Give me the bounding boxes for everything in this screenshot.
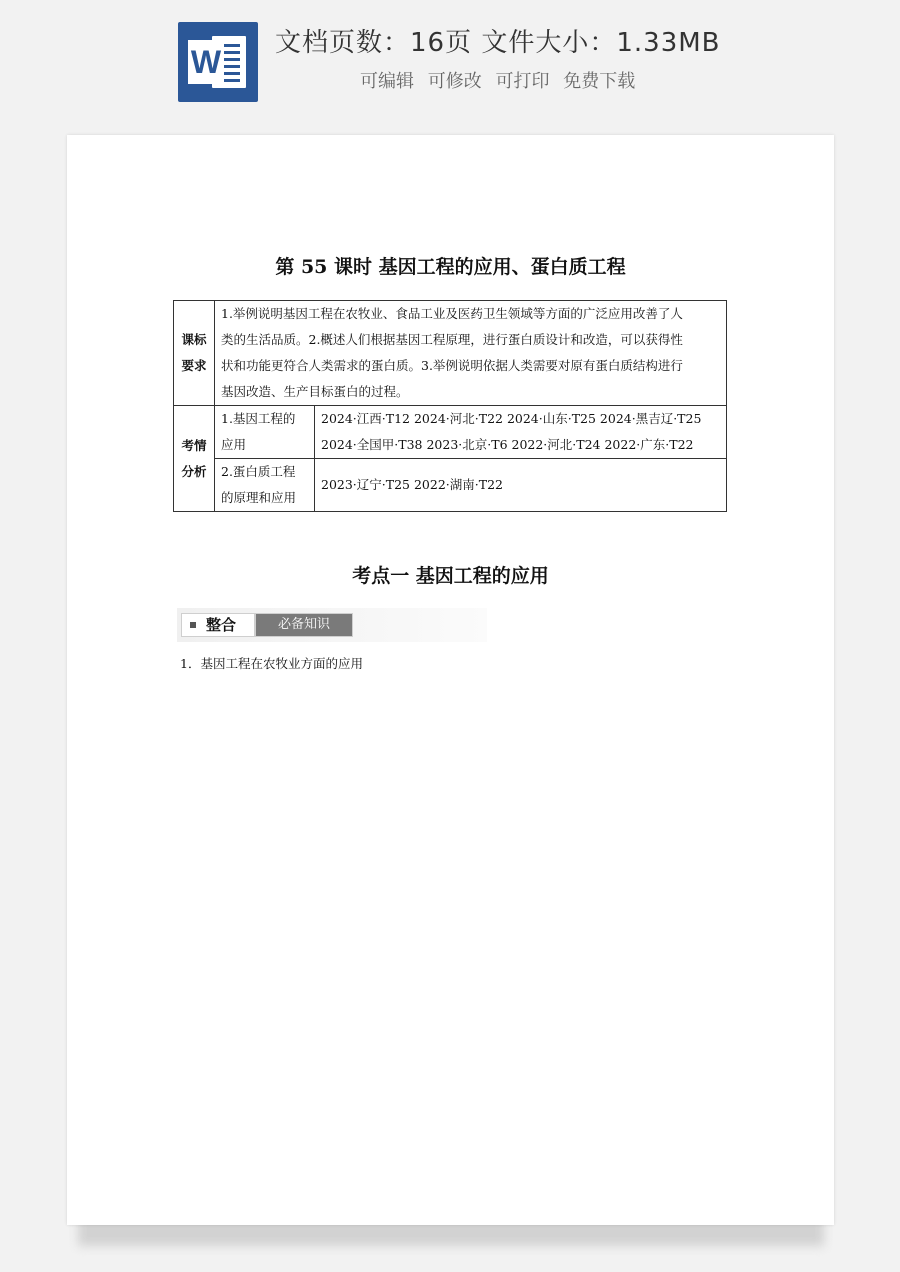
file-meta-title: 文档页数：16页 文件大小：1.33MB: [275, 28, 721, 58]
table-row-exam-analysis-1: [174, 406, 727, 459]
download-info-header: [0, 0, 900, 130]
word-letter: W: [188, 40, 224, 84]
document-page: [67, 135, 834, 1225]
lesson-title: 第 55 课时 基因工程的应用、蛋白质工程: [275, 256, 626, 278]
curriculum-content: 1.举例说明基因工程在农牧业、食品工业及医药卫生领域等方面的广泛应用改善了人 类的生活品质。2.概述人们根据基因工程原理，进行蛋白质设计和改造，可以获得性 状和功能更符合人类需求的蛋白质。3.举例说明依据人类需要对原有蛋白质结构进行 基因改造、生产目标蛋白的过程。: [215, 301, 727, 406]
action-modifiable: 可修改: [427, 71, 482, 92]
action-free-download: 免费下载: [563, 71, 636, 92]
exam-topic-1-sources: 2024·江西·T12 2024·河北·T22 2024·山东·T25 2024·黑吉辽·T25 2024·全国甲·T38 2023·北京·T6 2022·河北·T24 2022·广东·T22: [315, 406, 727, 459]
file-actions: [360, 67, 643, 93]
tag-integration: 整合: [181, 613, 255, 637]
requirements-table: [173, 300, 727, 512]
list-item-1: 1．基因工程在农牧业方面的应用: [180, 656, 363, 671]
curriculum-header: 课标 要求: [174, 301, 215, 406]
action-printable: 可打印: [495, 71, 550, 92]
exam-topic-2-sources: 2023·辽宁·T25 2022·湖南·T22: [315, 459, 727, 512]
exam-topic-1: 1.基因工程的 应用: [215, 406, 315, 459]
tag-essential-knowledge: 必备知识: [255, 613, 353, 637]
square-bullet-icon: [190, 622, 196, 628]
section-title: 考点一 基因工程的应用: [352, 565, 549, 587]
section-tag-bar: [177, 608, 487, 642]
table-row-exam-analysis-2: [174, 459, 727, 512]
action-editable: 可编辑: [360, 71, 414, 92]
table-row-curriculum: [174, 301, 727, 406]
exam-analysis-header: 考情 分析: [174, 406, 215, 512]
word-doc-icon: [178, 22, 258, 102]
exam-topic-2: 2.蛋白质工程 的原理和应用: [215, 459, 315, 512]
